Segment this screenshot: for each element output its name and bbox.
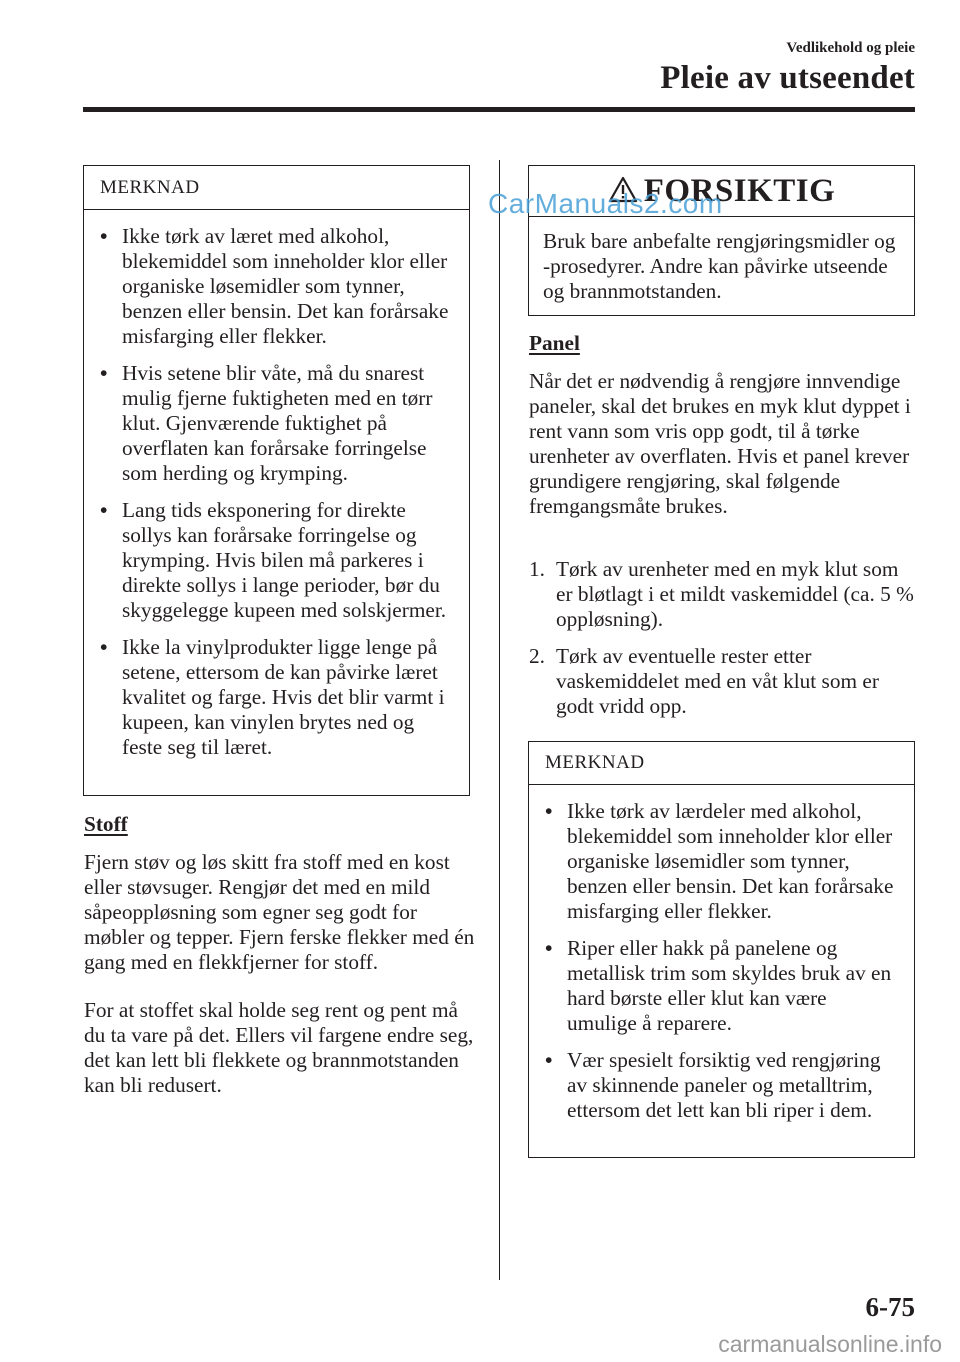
bullet-icon: • xyxy=(545,1048,553,1072)
note-item-text: Ikke la vinylprodukter ligge lenge på setene, ettersom de kan påvirke læret kvalitet og farge. Hvis det blir varmt i kupeen, kan vinylen brytes ned og feste seg til læret. xyxy=(122,635,445,759)
stoff-heading: Stoff xyxy=(84,812,128,836)
panel-step xyxy=(529,557,915,632)
step-number: 1. xyxy=(529,557,545,581)
note-box-left xyxy=(83,165,470,796)
step-text: Tørk av urenheter med en myk klut som er bløtlagt i et mildt vaskemiddel (ca. 5 % oppløsning). xyxy=(556,557,914,631)
note-heading: MERKNAD xyxy=(84,166,469,210)
step-text: Tørk av eventuelle rester etter vaskemiddelet med en våt klut som er godt vridd opp. xyxy=(556,644,879,718)
bullet-icon: • xyxy=(545,936,553,960)
watermark-bottom: carmanualsonline.info xyxy=(718,1331,942,1357)
step-number: 2. xyxy=(529,644,545,668)
note-body xyxy=(84,210,469,760)
page-title: Pleie av utseendet xyxy=(660,60,915,96)
note-item xyxy=(543,936,900,1036)
note-item-text: Vær spesielt forsiktig ved rengjøring av skinnende paneler og metalltrim, ettersom det lett kan bli riper i dem. xyxy=(567,1048,881,1122)
column-divider xyxy=(499,160,500,1280)
header-rule xyxy=(83,107,915,112)
note-body xyxy=(529,785,914,1123)
stoff-paragraph-1: Fjern støv og løs skitt fra stoff med en kost eller støvsuger. Rengjør det med en mild såpeoppløsning som egner seg godt for møbler og tepper. Fjern ferske flekker med én gang med en flekkfjerner for stoff. xyxy=(84,850,475,974)
header-section-label: Vedlikehold og pleie xyxy=(786,40,915,56)
note-item xyxy=(98,635,455,760)
caution-heading: FORSIKTIG xyxy=(643,172,836,209)
caution-text: Bruk bare anbefalte rengjøringsmidler og -prosedyrer. Andre kan påvirke utseende og brannmotstanden. xyxy=(543,229,896,303)
note-item xyxy=(543,1048,900,1123)
note-item xyxy=(543,799,900,924)
note-item-text: Ikke tørk av læret med alkohol, blekemiddel som inneholder klor eller organiske løsemidler som tynner, benzen eller bensin. Det kan forårsake misfarging eller flekker. xyxy=(122,224,449,348)
bullet-icon: • xyxy=(100,498,108,522)
page-number: 6-75 xyxy=(865,1292,915,1322)
watermark-top: CarManuals2.com xyxy=(488,188,723,219)
panel-steps xyxy=(529,557,915,731)
note-item-text: Hvis setene blir våte, må du snarest mulig fjerne fuktigheten med en tørr klut. Gjenværende fuktighet på overflaten kan forårsake forringelse som herding og krymping. xyxy=(122,361,433,485)
note-item xyxy=(98,361,455,486)
panel-intro: Når det er nødvendig å rengjøre innvendige paneler, skal det brukes en myk klut dyppet i rent vann som vris opp godt, til å tørke urenheter av overflaten. Hvis et panel krever grundigere rengjøring, skal følgende fremgangsmåte brukes. xyxy=(529,369,911,518)
panel-heading: Panel xyxy=(529,331,580,355)
note-item-text: Lang tids eksponering for direkte sollys kan forårsake forringelse og krymping. Hvis bilen må parkeres i direkte sollys i lange perioder, bør du skyggelegge kupeen med solskjermer. xyxy=(122,498,447,622)
bullet-icon: • xyxy=(100,361,108,385)
bullet-icon: • xyxy=(545,799,553,823)
stoff-paragraph-2: For at stoffet skal holde seg rent og pent må du ta vare på det. Ellers vil fargene endre seg, det kan lett bli flekkete og brannmotstanden kan bli redusert. xyxy=(84,998,474,1097)
note-heading: MERKNAD xyxy=(529,742,914,785)
note-item xyxy=(98,498,455,623)
note-item-text: Ikke tørk av lærdeler med alkohol, blekemiddel som inneholder klor eller organiske løsemidler som tynner, benzen eller bensin. Det kan forårsake misfarging eller flekker. xyxy=(567,799,894,923)
note-item xyxy=(98,224,455,349)
panel-step xyxy=(529,644,915,719)
bullet-icon: • xyxy=(100,635,108,659)
note-box-right xyxy=(528,741,915,1158)
bullet-icon: • xyxy=(100,224,108,248)
note-item-text: Riper eller hakk på panelene og metallisk trim som skyldes bruk av en hard børste eller klut kan være umulige å reparere. xyxy=(567,936,892,1035)
